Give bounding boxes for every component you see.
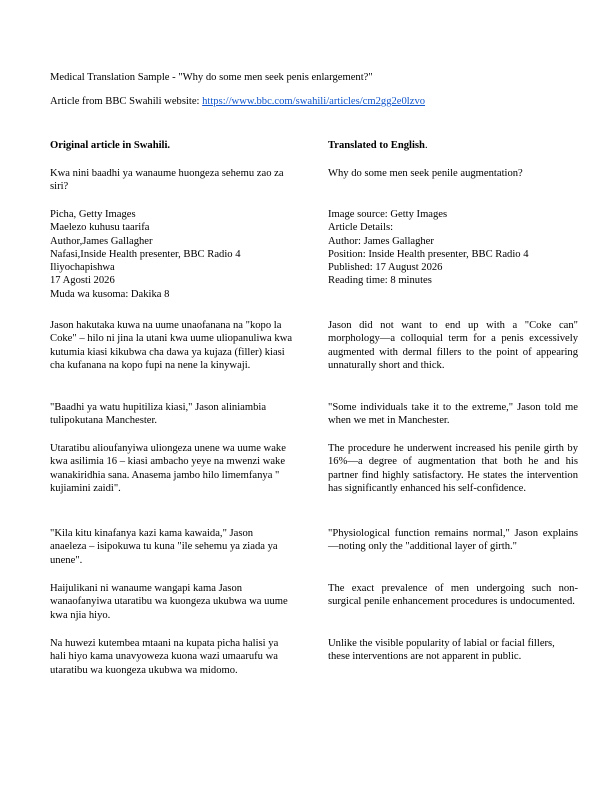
english-question: Why do some men seek penile augmentation? (328, 168, 523, 179)
english-paragraph-1: Jason did not want to end up with a "Coke can" morphology—a colloquial term for a penis excessively augmented with dermal fillers to the point of appearing unnaturally short and thick. (328, 320, 578, 371)
swahili-paragraph-5: Haijulikani ni wanaume wangapi kama Jason wanaofanyiwa utaratibu wa kuongeza ukubwa wa uume kwa njia hiyo. (50, 583, 288, 621)
english-meta-line: Position: Inside Health presenter, BBC Radio 4 (328, 248, 529, 260)
swahili-meta-line: Maelezo kuhusu taarifa (50, 222, 150, 234)
swahili-meta-line: Picha, Getty Images (50, 209, 136, 220)
swahili-meta (50, 208, 290, 301)
swahili-paragraph-2: "Baadhi ya watu hupitiliza kiasi," Jason aliniambia tulipokutana Manchester. (50, 402, 267, 427)
english-meta (328, 208, 578, 288)
swahili-meta-line: Nafasi,Inside Health presenter, BBC Radio 4 (50, 248, 241, 260)
english-paragraph-3: The procedure he underwent increased his penile girth by 16%—a degree of augmentation that both he and his partner find highly satisfactory. He states the intervention has significantly enhanced his self-confidence. (328, 443, 578, 494)
source-link[interactable]: https://www.bbc.com/swahili/articles/cm2gg2e0lzvo (202, 96, 426, 107)
swahili-paragraph-6: Na huwezi kutembea mtaani na kupata picha halisi ya hali hiyo kama unavyoweza kuona wazi umaarufu wa utaratibu wa kuongeza ukubwa wa midomo. (50, 638, 279, 676)
english-heading-dot: . (424, 140, 428, 151)
swahili-meta-line: Iliyochapishwa (50, 262, 115, 274)
document-title: Medical Translation Sample - "Why do some men seek penis enlargement?" (50, 72, 373, 83)
source-prefix: Article from BBC Swahili website: (50, 96, 203, 107)
swahili-question: Kwa nini baadhi ya wanaume huongeza sehemu zao za siri? (50, 168, 284, 193)
swahili-meta-line: Author,James Gallagher (50, 235, 153, 247)
swahili-heading: Original article in Swahili. (50, 140, 171, 151)
english-heading: Translated to English (328, 140, 425, 151)
swahili-paragraph-1: Jason hakutaka kuwa na uume unaofanana na "kopo la Coke" – hilo ni jina la utani kwa uume uliopanuliwa kwa kutumia kiasi kikubwa cha dawa ya kujaza (filler) kiasi cha kufanana na kopo fupi na nene la kinywaji. (50, 320, 293, 371)
english-meta-line: Published: 17 August 2026 (328, 262, 443, 274)
english-paragraph-6: Unlike the visible popularity of labial or facial fillers, these interventions are not apparent in public. (328, 638, 555, 663)
swahili-meta-line: 17 Agosti 2026 (50, 275, 115, 287)
english-paragraph-2: "Some individuals take it to the extreme," Jason told me when we met in Manchester. (328, 402, 578, 427)
english-meta-line: Image source: Getty Images (328, 209, 448, 220)
swahili-paragraph-3: Utaratibu alioufanyiwa uliongeza unene wa uume wake kwa asilimia 16 – kiasi ambacho yeye na mwenzi wake wanakiridhia sana. Anasema jambo hilo limemfanya " kujiamini zaidi". (50, 443, 286, 494)
swahili-paragraph-4: "Kila kitu kinafanya kazi kama kawaida," Jason anaeleza – isipokuwa tu kuna "ile sehemu ya ziada ya unene". (50, 528, 278, 566)
english-meta-line: Author: James Gallagher (328, 235, 434, 247)
swahili-meta-line: Muda wa kusoma: Dakika 8 (50, 288, 170, 300)
english-paragraph-5: The exact prevalence of men undergoing such non-surgical penile enhancement procedures is undocumented. (328, 583, 578, 608)
source-line (50, 95, 425, 108)
english-heading-wrap (328, 139, 428, 152)
english-meta-line: Reading time: 8 minutes (328, 275, 432, 287)
english-meta-line: Article Details: (328, 222, 394, 234)
english-paragraph-4: "Physiological function remains normal," Jason explains—noting only the "additional layer of girth." (328, 528, 578, 553)
